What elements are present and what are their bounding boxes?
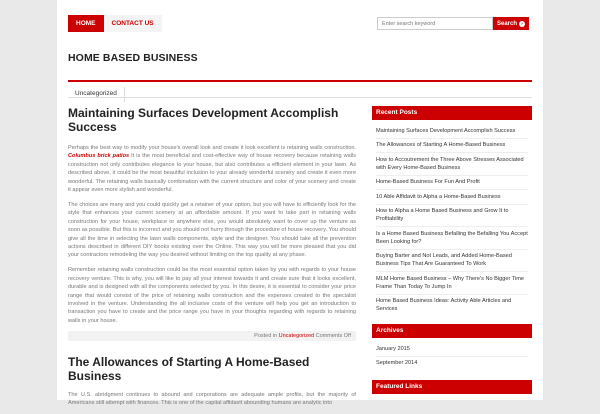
search-button[interactable]	[493, 17, 529, 30]
recent-post-link[interactable]: MLM Home Based Business – Why There's No Bigger Time Frame Than Today To Jump In	[376, 272, 528, 295]
post-body	[68, 144, 356, 325]
post-meta-prefix: Posted in	[254, 332, 279, 339]
post-meta	[68, 331, 356, 341]
nav-home-link[interactable]: HOME	[68, 15, 104, 32]
post-category-link[interactable]: Uncategorized	[278, 332, 315, 339]
post-text: Perhaps the best way to modify your house's overall look and create it look excellent is retaining walls construction.	[68, 145, 356, 151]
recent-post-link[interactable]: How to Alpha a Home Based Business and Grow It to Profitability	[376, 205, 528, 228]
post-title-link[interactable]: Maintaining Surfaces Development Accomplish Success	[68, 106, 339, 134]
recent-post-link[interactable]: Home-Based Business For Fun And Profit	[376, 176, 528, 191]
post-text: It is the most beneficial and cost-effective way of house recovery because retaining walls construction not only contributes elegance to your house, but also contributes a efficient element in your lawn. As described above, it could be the most beautiful inclusion to your already wonderful scenery and create it even more wonderful. The retaining walls basically combination with the current structure and color of your scenery and create it appear even more stylish and wonderful.	[68, 153, 356, 194]
recent-post-link[interactable]: 10 Able Affidavit to Alpha a Home-Based Business	[376, 190, 528, 205]
recent-post-link[interactable]: Home Based Business Ideas: Activity Able Articles and Services	[376, 298, 512, 312]
search-button-label: Search	[496, 20, 517, 27]
post	[68, 106, 356, 341]
post-paragraph: The U.S. abridgment continues to abound and corporations are adequate ample profits, but the majority of Americans still attempt with finances. This is one of the capital affidavit abounding humans are analytic into	[68, 391, 356, 407]
widget-heading: Featured Links	[372, 380, 532, 394]
top-bar	[57, 0, 543, 32]
archive-link[interactable]: September 2014	[376, 360, 418, 366]
post	[68, 355, 356, 408]
post-paragraph: The choices are many and you could quickly get a retainer of your option, but you will have to efficiently look for the style that enhances your current scenery at an affordable amount. If you want to take part in retaining walls construction for your house, workplace or anywhere else, you would absolutely want to cover up the venture as soon as possible. But this is incorrect and you should not hurry through the procedure of house recovery. You should give all the time in selecting the lawn walls components, style and the designer. You should take all the prevention actions described in different DIY books existing over the Online. This way you will be more pleased that you did your contractors remodeling the way you desired without limiting on the top quality at any phase.	[68, 201, 356, 259]
category-link-uncategorized[interactable]: Uncategorized	[68, 87, 125, 102]
post-body	[68, 391, 356, 408]
post-comments-status: Comments Off	[314, 332, 351, 339]
recent-post-link[interactable]: The Allowances of Starting A Home-Based Business	[376, 139, 528, 154]
page-wrapper	[57, 0, 543, 407]
site-title[interactable]: HOME BASED BUSINESS	[68, 52, 198, 64]
search-input[interactable]	[377, 17, 493, 30]
top-navigation	[68, 15, 162, 32]
post-paragraph	[68, 144, 356, 194]
recent-post-link[interactable]: Is a Home Based Business Befalling the Befalling You Accept Been Looking for?	[376, 227, 528, 250]
category-menu	[68, 80, 532, 98]
archive-link[interactable]: January 2015	[376, 342, 528, 357]
post-paragraph: Remember retaining walls construction could be the most essential option taken by you with regards to your house recovery venture. This is why, you will like to pay all your interest towards it and create sure that it looks excellent, durable and is designed with all the components selected by you. In this desire, it is essential to consider your price range that would consist of the price of retaining walls construction and the expenses created to the specialist involved in the venture. Understanding the all inclusive costs of the venture will help you get an introduction to transaction you have to create and the price range you have in your thoughts regarding with regards to retaining walls in your house.	[68, 267, 356, 324]
post-title-link[interactable]: The Allowances of Starting A Home-Based Business	[68, 354, 310, 383]
sidebar	[372, 106, 532, 394]
search-form	[377, 17, 529, 30]
widget-heading: Archives	[372, 324, 532, 338]
arrow-right-icon: ›	[519, 21, 525, 27]
recent-posts-widget	[372, 106, 532, 318]
widget-heading: Recent Posts	[372, 106, 532, 120]
archives-widget	[372, 324, 532, 372]
links-widget	[372, 380, 532, 394]
nav-contact-link[interactable]: CONTACT US	[104, 15, 162, 32]
archives-list	[372, 338, 532, 372]
recent-post-link[interactable]: Maintaining Surfaces Development Accomplish Success	[376, 124, 528, 139]
recent-post-link[interactable]: Buying Barter and Not Leads, and Added Home-Based Business Tips That Are Guaranteed To Work	[376, 250, 528, 273]
recent-posts-list	[372, 120, 532, 318]
main-content	[68, 106, 356, 414]
post-inline-link[interactable]: Columbus brick patios	[68, 153, 130, 160]
recent-post-link[interactable]: How to Accoutrement the Three Above Stresses Associated with Every Home-Based Business	[376, 153, 528, 176]
